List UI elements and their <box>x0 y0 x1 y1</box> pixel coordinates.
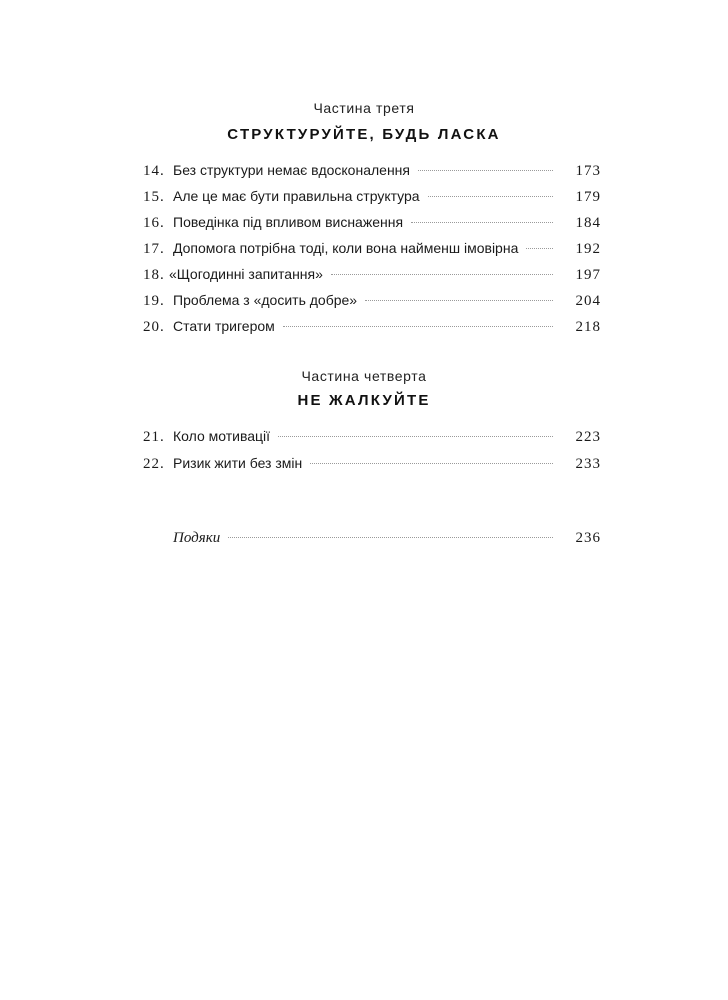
page-number: 236 <box>575 530 601 546</box>
page-number: 204 <box>575 293 601 309</box>
dot-leader <box>228 537 553 538</box>
chapter-number: 22. <box>143 456 165 472</box>
toc-entry-16[interactable] <box>143 212 601 232</box>
acknowledgements-title: Подяки <box>173 530 221 546</box>
page-number: 173 <box>575 163 601 179</box>
dot-leader <box>331 274 553 275</box>
chapter-number: 20. <box>143 319 165 335</box>
page-number: 192 <box>575 241 601 257</box>
chapter-title: Без структури немає вдосконалення <box>173 162 410 178</box>
page-number: 184 <box>575 215 601 231</box>
chapter-title: Ризик жити без змін <box>173 455 303 471</box>
chapter-title: Але це має бути правильна структура <box>173 188 420 204</box>
part-3-label: Частина третя <box>313 100 415 116</box>
chapter-title: Стати тригером <box>173 318 275 334</box>
page-number: 233 <box>575 456 601 472</box>
chapter-title: Проблема з «досить добре» <box>173 292 358 308</box>
chapter-number: 21. <box>143 429 165 445</box>
dot-leader <box>428 196 553 197</box>
dot-leader <box>526 248 553 249</box>
page-number: 179 <box>575 189 601 205</box>
page-number: 197 <box>575 267 601 283</box>
chapter-number: 19. <box>143 293 165 309</box>
part-4-title: НЕ ЖАЛКУЙТЕ <box>297 392 431 409</box>
chapter-number: 17. <box>143 241 165 257</box>
chapter-title: Поведінка під впливом виснаження <box>173 214 404 230</box>
toc-entry-acknowledgements[interactable] <box>143 528 601 548</box>
dot-leader <box>365 300 553 301</box>
part-4-label: Частина четверта <box>301 368 427 384</box>
toc-entry-20[interactable] <box>143 316 601 336</box>
chapter-title: «Щогодинні запитання» <box>169 266 323 282</box>
page-number: 223 <box>575 429 601 445</box>
dot-leader <box>278 436 553 437</box>
part-3-title: СТРУКТУРУЙТЕ, БУДЬ ЛАСКА <box>227 126 501 143</box>
dot-leader <box>310 463 553 464</box>
chapter-title: Коло мотивації <box>173 428 271 444</box>
toc-entry-15[interactable] <box>143 186 601 206</box>
toc-entry-14[interactable] <box>143 160 601 180</box>
toc-entry-22[interactable] <box>143 453 601 473</box>
toc-entry-19[interactable] <box>143 290 601 310</box>
dot-leader <box>418 170 553 171</box>
chapter-number: 16. <box>143 215 165 231</box>
chapter-number: 14. <box>143 163 165 179</box>
chapter-number: 15. <box>143 189 165 205</box>
dot-leader <box>283 326 553 327</box>
toc-entry-18[interactable] <box>143 264 601 284</box>
dot-leader <box>411 222 553 223</box>
chapter-title: Допомога потрібна тоді, коли вона найменш імовірна <box>173 240 519 256</box>
page-number: 218 <box>575 319 601 335</box>
chapter-number: 18. <box>143 267 165 283</box>
toc-entry-17[interactable] <box>143 238 601 258</box>
toc-entry-21[interactable] <box>143 426 601 446</box>
